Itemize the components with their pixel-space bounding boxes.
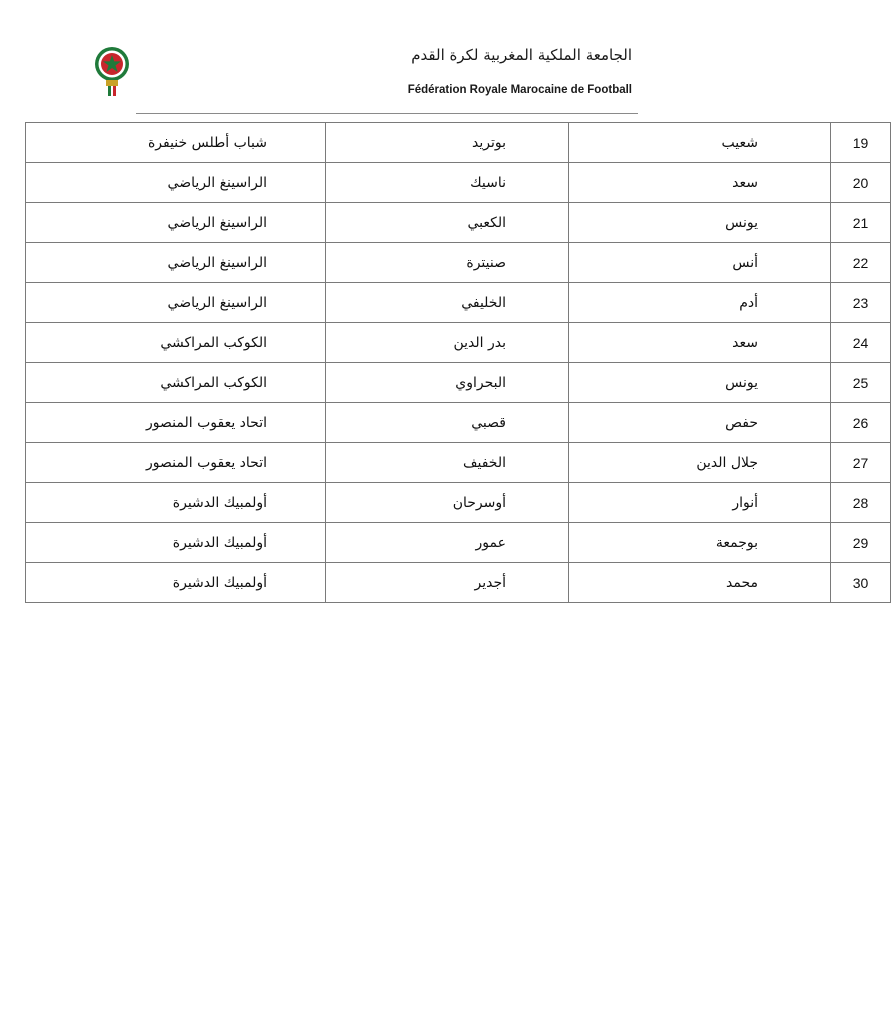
row-number-cell: 22 [831, 243, 891, 283]
club-name-cell: الكوكب المراكشي [26, 323, 326, 363]
first-name-cell: أنس [569, 243, 831, 283]
club-name-cell: شباب أطلس خنيفرة [26, 123, 326, 163]
last-name-cell: الخليفي [326, 283, 569, 323]
table-row [26, 563, 891, 603]
club-name-cell: أولمبيك الدشيرة [26, 483, 326, 523]
first-name-cell: شعيب [569, 123, 831, 163]
first-name-cell: حفص [569, 403, 831, 443]
row-number-cell: 23 [831, 283, 891, 323]
table-row [26, 203, 891, 243]
first-name-cell: يونس [569, 363, 831, 403]
row-number-cell: 19 [831, 123, 891, 163]
club-name-cell: اتحاد يعقوب المنصور [26, 403, 326, 443]
club-name-cell: أولمبيك الدشيرة [26, 523, 326, 563]
club-name-cell: اتحاد يعقوب المنصور [26, 443, 326, 483]
table-row [26, 283, 891, 323]
last-name-cell: الخفيف [326, 443, 569, 483]
last-name-cell: الكعبي [326, 203, 569, 243]
player-roster-table [25, 122, 891, 603]
row-number-cell: 27 [831, 443, 891, 483]
table-row [26, 323, 891, 363]
last-name-cell: البحراوي [326, 363, 569, 403]
table-row [26, 443, 891, 483]
first-name-cell: جلال الدين [569, 443, 831, 483]
row-number-cell: 20 [831, 163, 891, 203]
club-name-cell: أولمبيك الدشيرة [26, 563, 326, 603]
club-name-cell: الراسينغ الرياضي [26, 163, 326, 203]
last-name-cell: أجدير [326, 563, 569, 603]
table-row [26, 123, 891, 163]
last-name-cell: عمور [326, 523, 569, 563]
last-name-cell: قصبي [326, 403, 569, 443]
row-number-cell: 30 [831, 563, 891, 603]
federation-title-arabic: الجامعة الملكية المغربية لكرة القدم [411, 46, 632, 64]
row-number-cell: 28 [831, 483, 891, 523]
first-name-cell: أنوار [569, 483, 831, 523]
row-number-cell: 29 [831, 523, 891, 563]
row-number-cell: 24 [831, 323, 891, 363]
table-row [26, 363, 891, 403]
frmf-crest-icon [92, 44, 132, 98]
first-name-cell: سعد [569, 323, 831, 363]
table-row [26, 163, 891, 203]
document-header [0, 0, 724, 120]
row-number-cell: 25 [831, 363, 891, 403]
club-name-cell: الراسينغ الرياضي [26, 203, 326, 243]
last-name-cell: بدر الدين [326, 323, 569, 363]
first-name-cell: يونس [569, 203, 831, 243]
table-row [26, 243, 891, 283]
row-number-cell: 21 [831, 203, 891, 243]
table-row [26, 523, 891, 563]
table-row [26, 403, 891, 443]
last-name-cell: أوسرحان [326, 483, 569, 523]
club-name-cell: الراسينغ الرياضي [26, 283, 326, 323]
last-name-cell: ناسيك [326, 163, 569, 203]
club-name-cell: الكوكب المراكشي [26, 363, 326, 403]
roster-body [26, 123, 891, 603]
table-row [26, 483, 891, 523]
row-number-cell: 26 [831, 403, 891, 443]
first-name-cell: سعد [569, 163, 831, 203]
header-divider [136, 113, 638, 114]
club-name-cell: الراسينغ الرياضي [26, 243, 326, 283]
first-name-cell: بوجمعة [569, 523, 831, 563]
first-name-cell: أدم [569, 283, 831, 323]
last-name-cell: صنيترة [326, 243, 569, 283]
last-name-cell: بوتريد [326, 123, 569, 163]
federation-title-french: Fédération Royale Marocaine de Football [407, 84, 632, 96]
first-name-cell: محمد [569, 563, 831, 603]
